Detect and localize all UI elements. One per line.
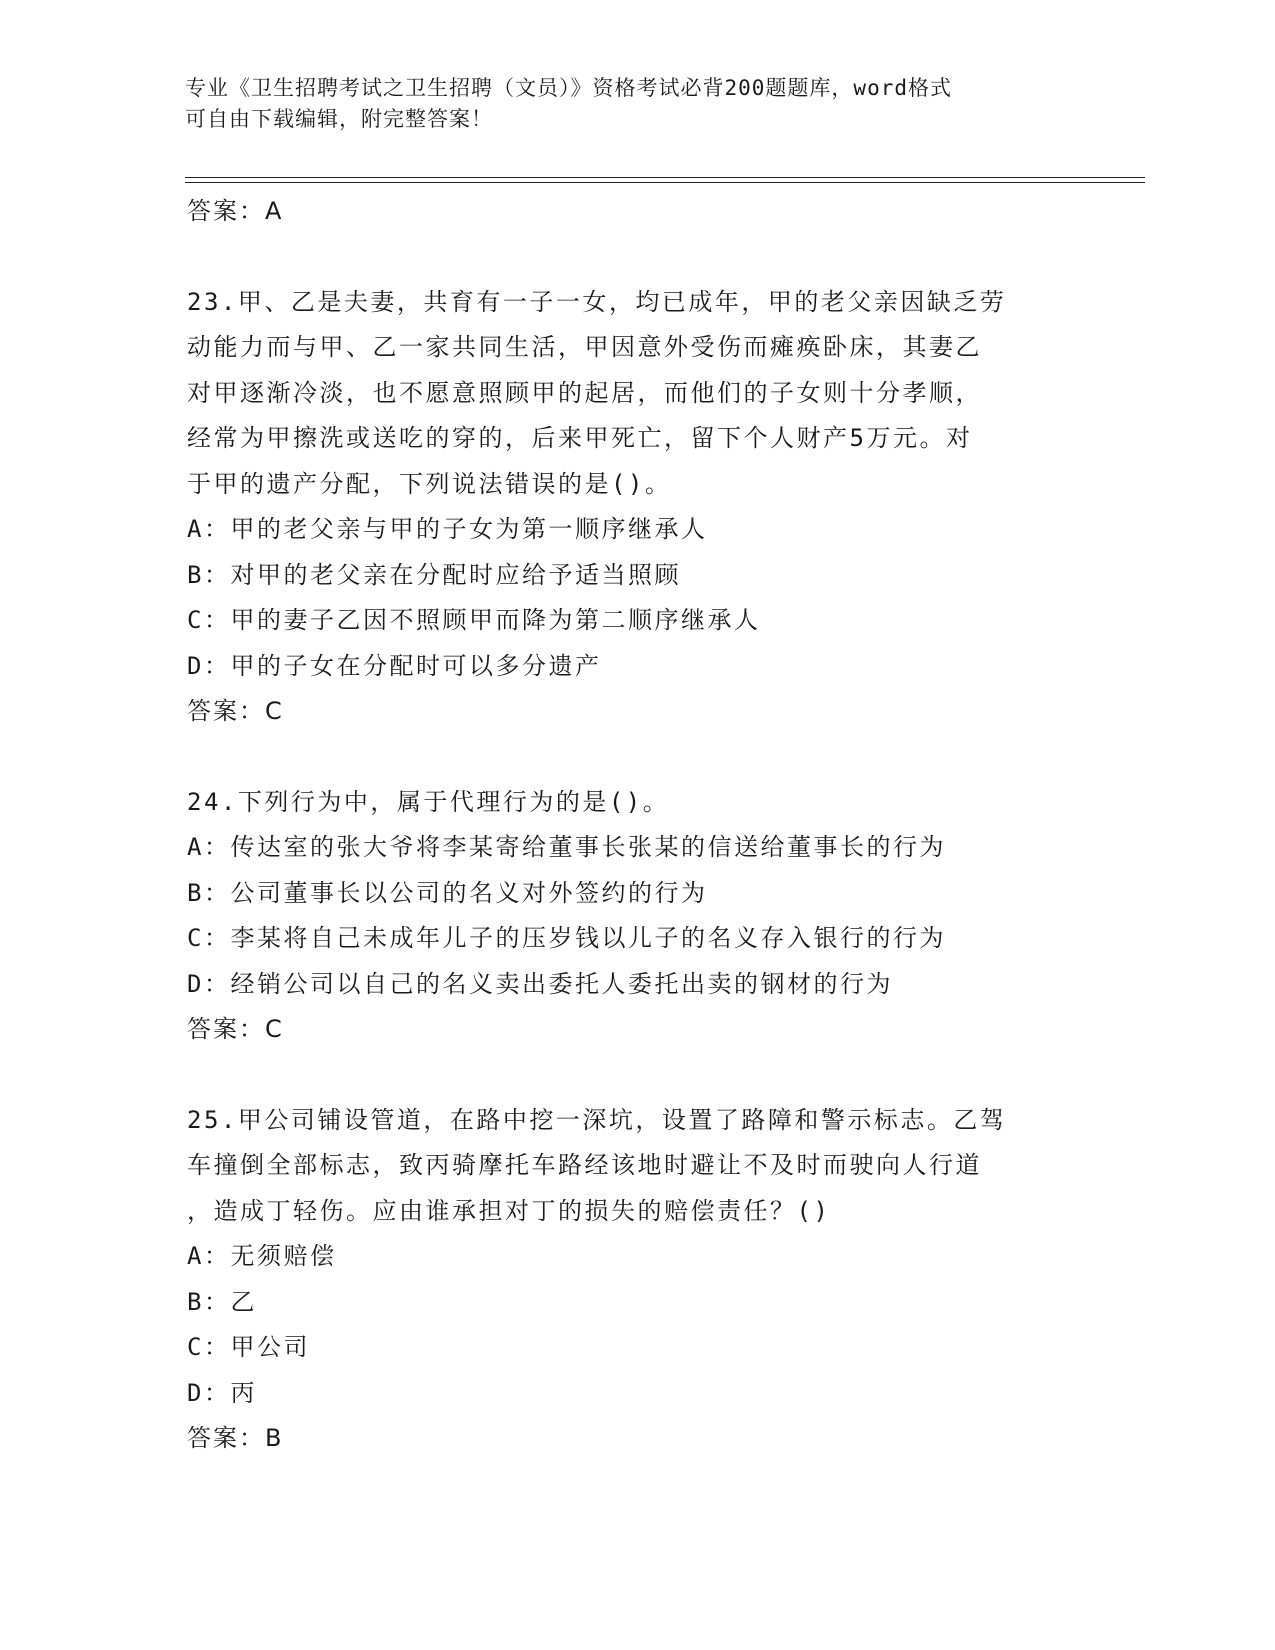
option-c: C：李某将自己未成年儿子的压岁钱以儿子的名义存入银行的行为 — [187, 924, 946, 952]
option-a: A：传达室的张大爷将李某寄给董事长张某的信送给董事长的行为 — [187, 833, 946, 861]
option-d: D：甲的子女在分配时可以多分遗产 — [187, 651, 602, 680]
answer-label: 答案：B — [187, 1424, 284, 1452]
question-stem-line: 24.下列行为中，属于代理行为的是()。 — [187, 787, 670, 816]
question-stem-line: 动能力而与甲、乙一家共同生活，甲因意外受伤而瘫痪卧床，其妻乙 — [187, 333, 982, 361]
header-divider-top — [185, 177, 1145, 178]
header-line-2: 可自由下载编辑，附完整答案！ — [185, 107, 493, 131]
document-header — [185, 73, 1065, 135]
question-stem-line: 经常为甲擦洗或送吃的穿的，后来甲死亡，留下个人财产5万元。对 — [187, 424, 973, 452]
question-stem-line: 对甲逐渐冷淡，也不愿意照顾甲的起居，而他们的子女则十分孝顺， — [187, 378, 982, 407]
header-divider-bottom — [185, 182, 1145, 183]
option-c: C：甲公司 — [187, 1333, 310, 1361]
option-b: B：对甲的老父亲在分配时应给予适当照顾 — [187, 560, 681, 589]
question-stem-line: 23.甲、乙是夫妻，共育有一子一女，均已成年，甲的老父亲因缺乏劳 — [187, 287, 1007, 316]
option-a: A：甲的老父亲与甲的子女为第一顺序继承人 — [187, 515, 708, 543]
question-25 — [187, 1098, 1087, 1462]
document-body — [187, 189, 1087, 1462]
option-c: C：甲的妻子乙因不照顾甲而降为第二顺序继承人 — [187, 606, 761, 634]
option-a: A：无须赔偿 — [187, 1242, 337, 1270]
answer-label: 答案：C — [187, 1015, 284, 1043]
question-stem-line: 25.甲公司铺设管道，在路中挖一深坑，设置了路障和警示标志。乙驾 — [187, 1105, 1007, 1134]
answer-label: 答案：C — [187, 697, 284, 725]
question-stem-line: 于甲的遗产分配，下列说法错误的是()。 — [187, 469, 672, 498]
option-b: B：公司董事长以公司的名义对外签约的行为 — [187, 878, 708, 907]
answer-label: 答案：A — [187, 197, 284, 225]
question-23 — [187, 280, 1087, 735]
question-stem-line: 车撞倒全部标志，致丙骑摩托车路经该地时避让不及时而驶向人行道 — [187, 1151, 982, 1179]
option-d: D：丙 — [187, 1378, 257, 1407]
option-d: D：经销公司以自己的名义卖出委托人委托出卖的钢材的行为 — [187, 969, 893, 998]
question-stem-line: ，造成丁轻伤。应由谁承担对丁的损失的赔偿责任？() — [187, 1196, 831, 1225]
option-b: B：乙 — [187, 1287, 257, 1316]
header-line-1: 专业《卫生招聘考试之卫生招聘（文员）》资格考试必背200题题库，word格式 — [185, 76, 952, 100]
question-24 — [187, 780, 1087, 1053]
